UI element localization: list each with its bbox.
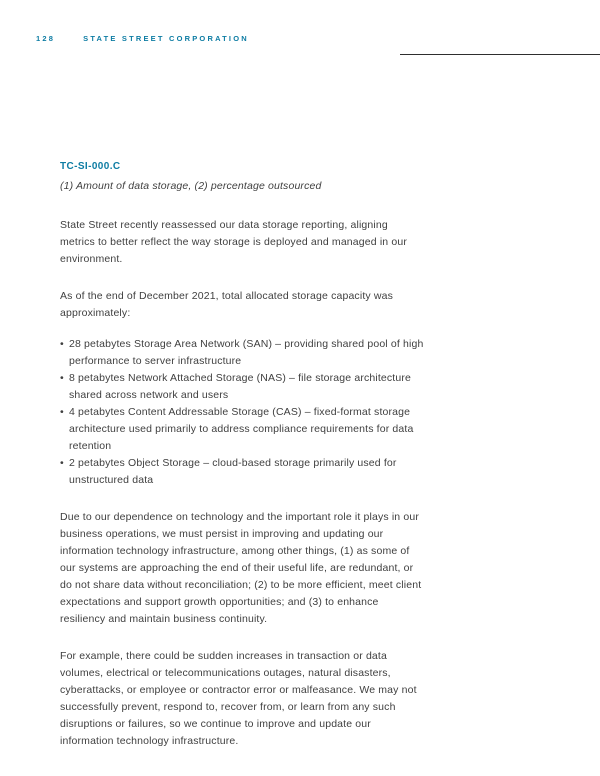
header-rule	[400, 54, 600, 55]
disclosure-subtitle: (1) Amount of data storage, (2) percentage outsourced	[60, 180, 322, 192]
page-number: 128	[36, 34, 56, 43]
paragraph-example: For example, there could be sudden increases in transaction or data volumes, electrical or telecommunications outages, natural disasters, cyberattacks, or employee or contractor error or malfeasance. We may not successfully prevent, respond to, recover from, or learn from any such disruptions or failures, so we continue to improve and update our information technology infrastructure.	[60, 650, 417, 747]
bullet-object-storage: • 2 petabytes Object Storage – cloud-based storage primarily used for unstructured data	[60, 455, 424, 489]
bullet-cas: • 4 petabytes Content Addressable Storage (CAS) – fixed-format storage architecture used primarily to address compliance requirements for data retention	[60, 404, 424, 455]
page-content	[60, 158, 424, 770]
bullet-san: • 28 petabytes Storage Area Network (SAN) – providing shared pool of high performance to server infrastructure	[60, 336, 424, 370]
page-header	[36, 34, 249, 43]
paragraph-intro: State Street recently reassessed our data storage reporting, aligning metrics to better reflect the way storage is deployed and managed in our environment.	[60, 219, 407, 265]
bullet-nas: • 8 petabytes Network Attached Storage (NAS) – file storage architecture shared across network and users	[60, 370, 424, 404]
paragraph-capacity: As of the end of December 2021, total allocated storage capacity was approximately:	[60, 290, 393, 319]
paragraph-dependence: Due to our dependence on technology and the important role it plays in our business operations, we must persist in improving and updating our information technology infrastructure, among other things, (1) as some of our systems are approaching the end of their useful life, are redundant, or do not share data without reconciliation; (2) to be more efficient, meet client expectations and support growth opportunities; and (3) to enhance resiliency and maintain business continuity.	[60, 511, 422, 625]
company-name: STATE STREET CORPORATION	[83, 34, 249, 43]
storage-bullet-list	[60, 336, 424, 489]
disclosure-code: TC-SI-000.C	[60, 161, 121, 172]
